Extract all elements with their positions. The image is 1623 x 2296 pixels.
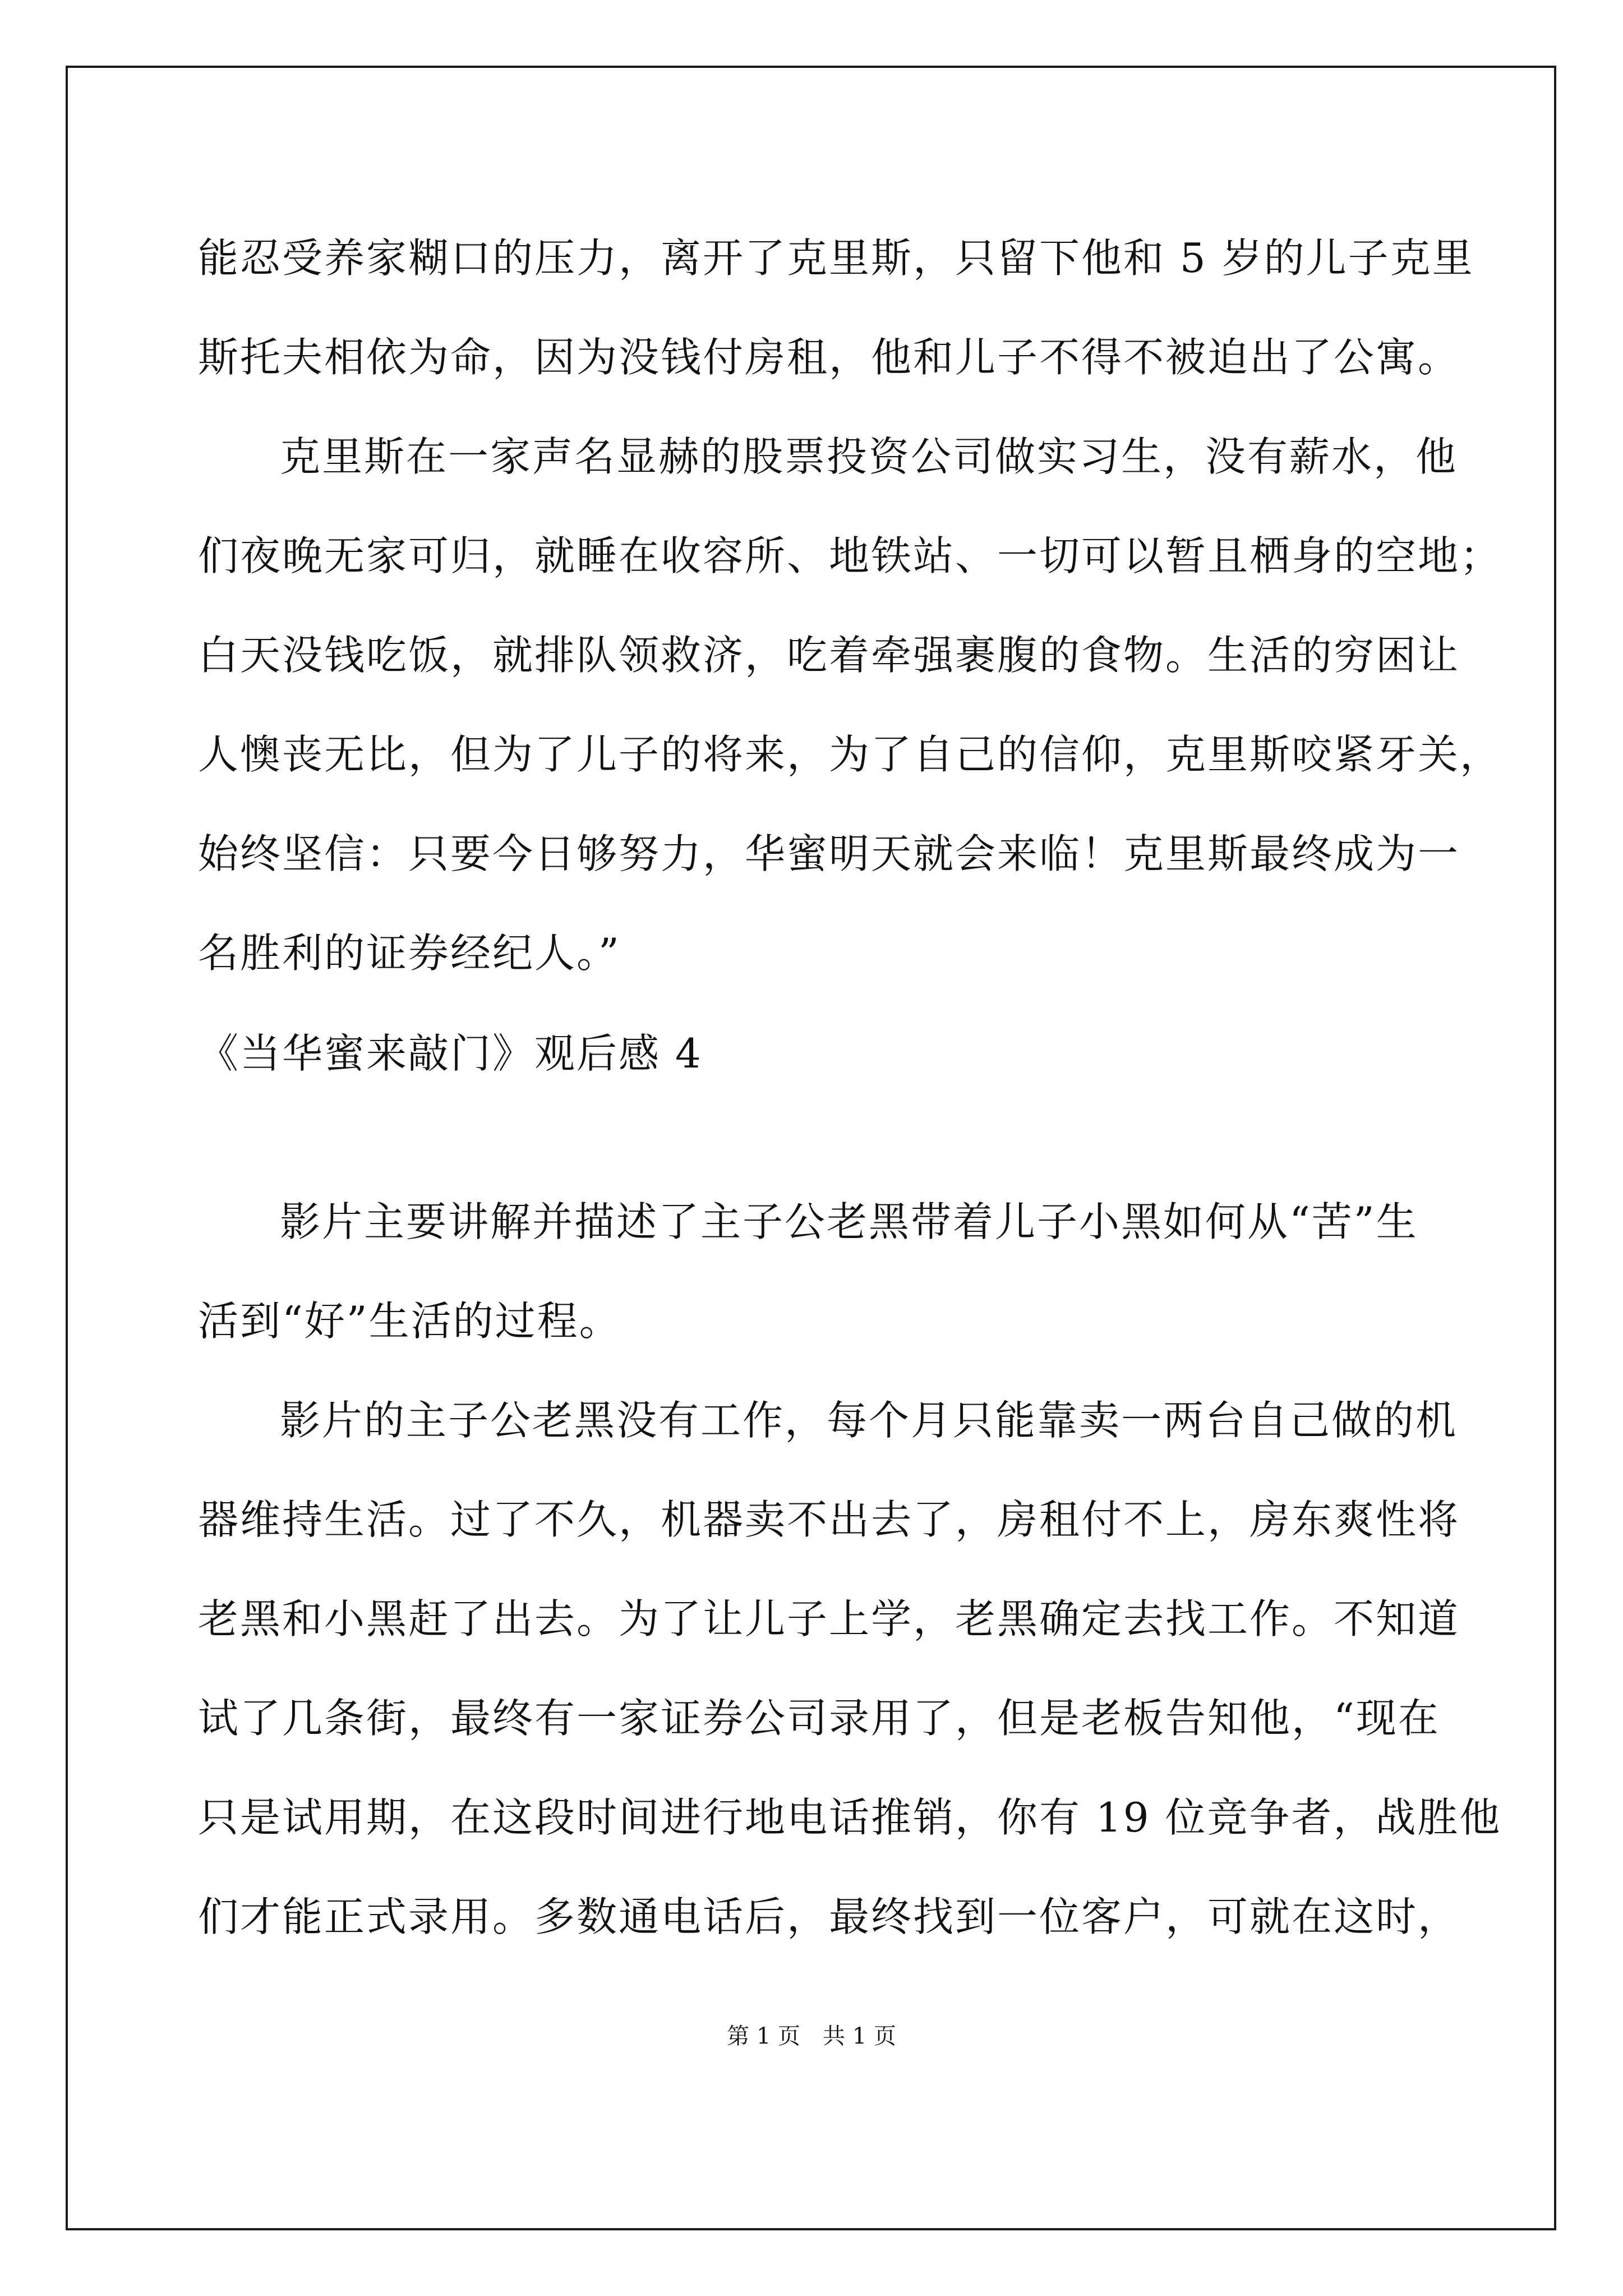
text-line: 斯托夫相依为命，因为没钱付房租，他和儿子不得不被迫出了公寓。: [198, 334, 1460, 381]
text-line: 试了几条街，最终有一家证券公司录用了，但是老板告知他，“现在: [198, 1695, 1440, 1742]
text-line: 白天没钱吃饭，就排队领救济，吃着牵强裹腹的食物。生活的穷困让: [198, 632, 1460, 679]
document-body: [198, 209, 1502, 1003]
text-line: 影片主要讲解并描述了主子公老黑带着儿子小黑如何从“苦”生: [280, 1198, 1418, 1245]
text-line: 克里斯在一家声名显赫的股票投资公司做实习生，没有薪水，他: [280, 433, 1458, 480]
text-line: 名胜利的证券经纪人。”: [198, 930, 621, 977]
text-line: 们夜晚无家可归，就睡在收容所、地铁站、一切可以暂且栖身的空地；: [198, 532, 1502, 579]
text-line: 能忍受养家糊口的压力，离开了克里斯，只留下他和 5 岁的儿子克里: [198, 234, 1474, 282]
text-line: 始终坚信：只要今日够努力，华蜜明天就会来临！克里斯最终成为一: [198, 830, 1460, 877]
text-line: 们才能正式录用。多数通电话后，最终找到一位客户，可就在这时，: [198, 1893, 1460, 1940]
text-line: 老黑和小黑赶了出去。为了让儿子上学，老黑确定去找工作。不知道: [198, 1595, 1460, 1642]
page-footer: 第 1 页 共 1 页: [727, 2023, 896, 2049]
text-line: 人懊丧无比，但为了儿子的将来，为了自己的信仰，克里斯咬紧牙关，: [198, 731, 1502, 778]
text-line: 活到“好”生活的过程。: [198, 1297, 621, 1345]
text-line: 影片的主子公老黑没有工作，每个月只能靠卖一两台自己做的机: [280, 1397, 1458, 1444]
document-body-continued: [198, 1172, 1502, 1967]
text-line: 只是试用期，在这段时间进行地电话推销，你有 19 位竞争者，战胜他: [198, 1794, 1502, 1841]
text-line: 器维持生活。过了不久，机器卖不出去了，房租付不上，房东爽性将: [198, 1496, 1460, 1543]
section-heading: 《当华蜜来敲门》观后感 4: [198, 1030, 703, 1077]
